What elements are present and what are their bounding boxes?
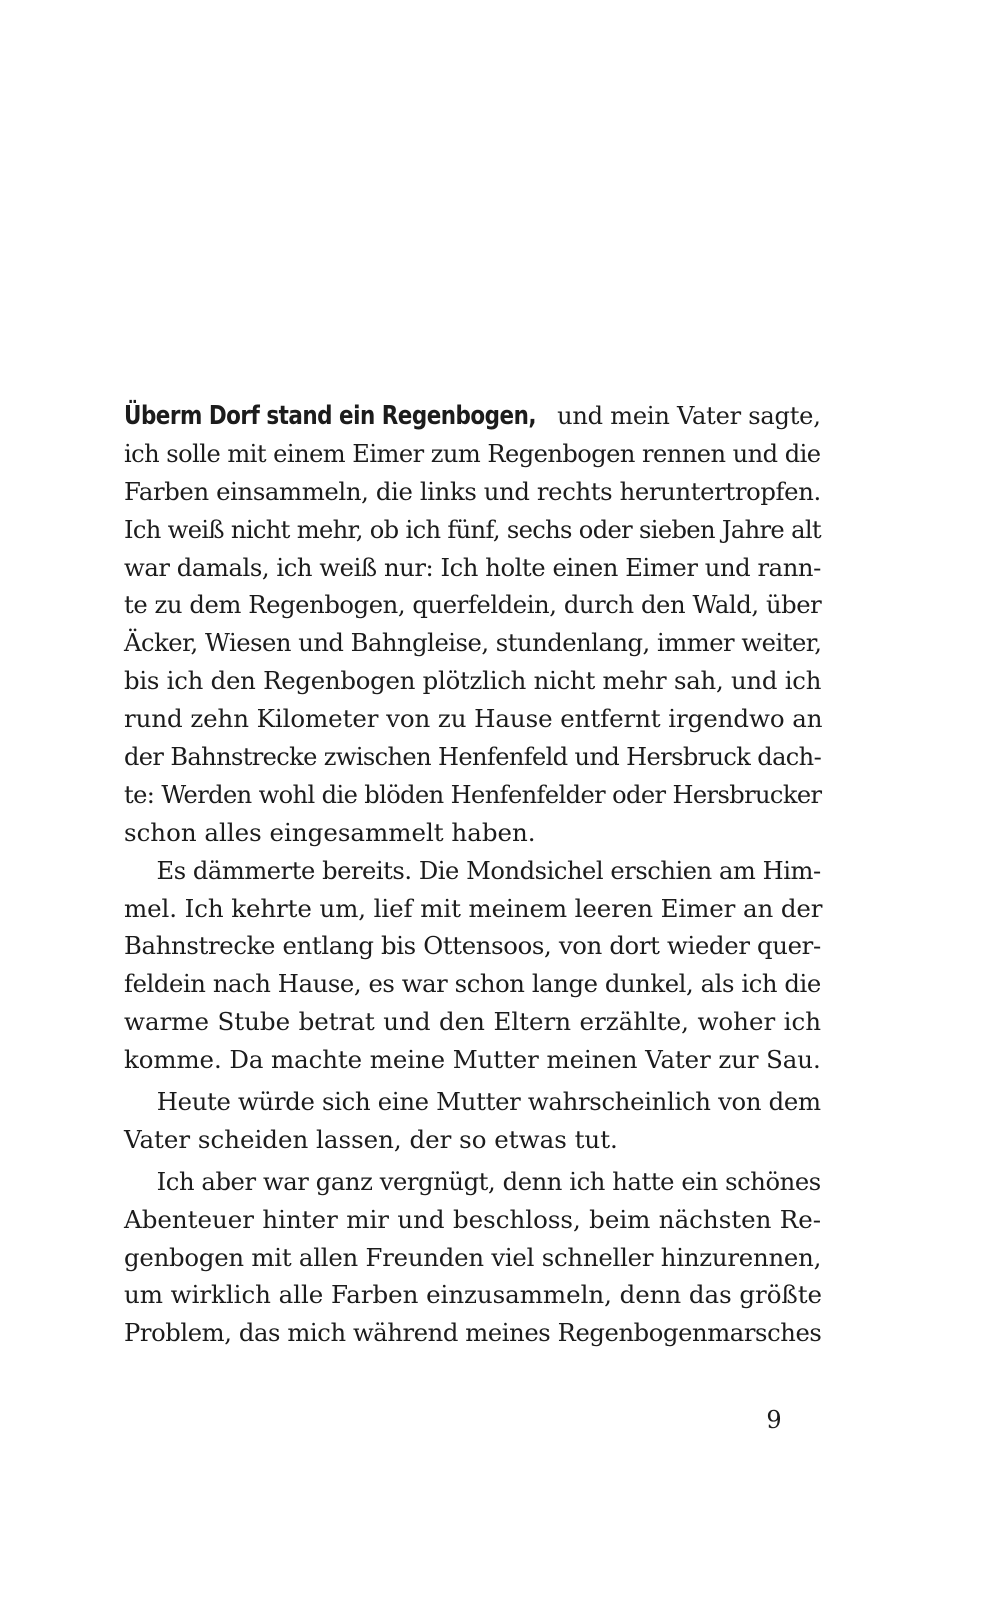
lead-in-heading: Überm Dorf stand ein Regenbogen, <box>124 401 537 431</box>
paragraph-end-line: komme. Da machte meine Mutter meinen Vater zur Sau. <box>124 1045 821 1075</box>
text-line: te: Werden wohl die blöden Henfenfelder oder Hersbrucker <box>124 779 822 809</box>
body-text <box>124 397 821 1352</box>
text-line: rund zehn Kilometer von zu Hause entfernt irgendwo an <box>124 704 823 734</box>
paragraph-start-line: Heute würde sich eine Mutter wahrscheinlich von dem <box>156 1087 821 1117</box>
text-line: Bahnstrecke entlang bis Ottensoos, von dort wieder quer- <box>124 931 821 961</box>
text-line: Problem, das mich während meines Regenbogenmarsches <box>124 1318 822 1348</box>
text-line: te zu dem Regenbogen, querfeldein, durch den Wald, über <box>124 590 822 620</box>
text-line: ich solle mit einem Eimer zum Regenbogen rennen und die <box>124 438 821 468</box>
text-line: Äcker, Wiesen und Bahngleise, stundenlang, immer weiter, <box>124 628 822 658</box>
text-line: bis ich den Regenbogen plötzlich nicht mehr sah, und ich <box>124 666 822 696</box>
text-line: war damals, ich weiß nur: Ich holte einen Eimer und rann- <box>124 552 821 582</box>
text-line: warme Stube betrat und den Eltern erzählte, woher ich <box>124 1007 821 1037</box>
paragraph-end-line: Vater scheiden lassen, der so etwas tut. <box>124 1124 618 1154</box>
page-number: 9 <box>766 1406 782 1434</box>
text-line: genbogen mit allen Freunden viel schneller hinzurennen, <box>124 1242 822 1272</box>
text-line: mel. Ich kehrte um, lief mit meinem leeren Eimer an der <box>124 893 823 923</box>
text-line: feldein nach Hause, es war schon lange dunkel, als ich die <box>124 969 821 999</box>
text-line <box>124 397 821 435</box>
text-line: um wirklich alle Farben einzusammeln, denn das größte <box>124 1280 822 1310</box>
text-line: Abenteuer hinter mir und beschloss, beim nächsten Re- <box>124 1204 821 1234</box>
text-line: der Bahnstrecke zwischen Henfenfeld und Hersbruck dach- <box>124 742 822 772</box>
paragraph-start-line: Ich aber war ganz vergnügt, denn ich hatte ein schönes <box>156 1166 821 1196</box>
text-line: Ich weiß nicht mehr, ob ich fünf, sechs oder sieben Jahre alt <box>124 514 821 544</box>
paragraph-start-line: Es dämmerte bereits. Die Mondsichel erschien am Him- <box>156 855 821 885</box>
text-line-content: und mein Vater sagte, <box>549 401 821 430</box>
text-line: Farben einsammeln, die links und rechts heruntertropfen. <box>124 476 821 506</box>
paragraph-end-line: schon alles eingesammelt haben. <box>124 817 536 847</box>
